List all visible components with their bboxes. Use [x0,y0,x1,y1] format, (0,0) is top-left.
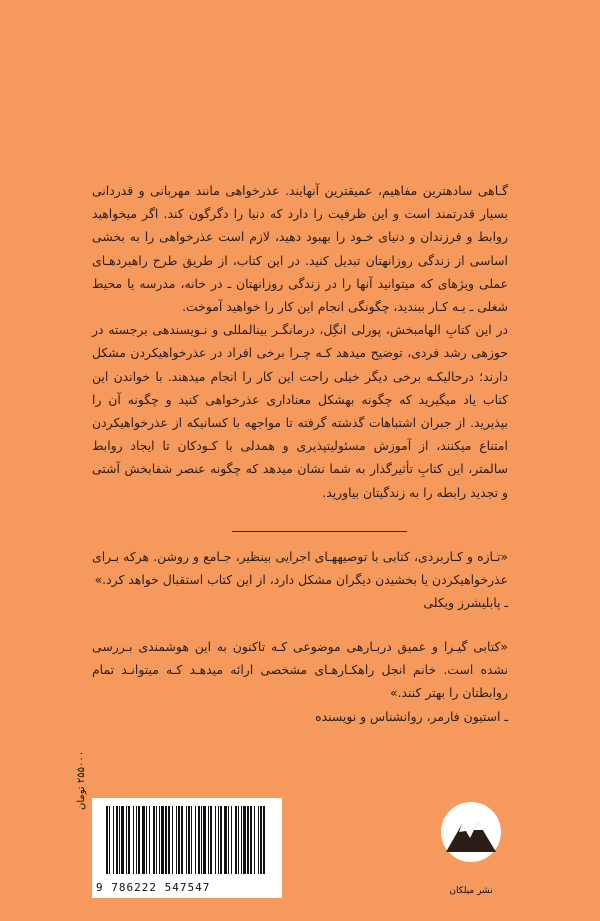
description-text [92,179,508,504]
barcode-bar [188,806,190,874]
barcode-bar [106,806,108,874]
barcode-bar [247,806,249,874]
barcode-bar [126,806,127,874]
review-quote-2 [92,635,508,728]
barcode-bar [258,806,259,874]
barcode-bars [106,806,268,874]
barcode-bar [113,806,114,874]
barcode-bar [161,806,164,874]
quote-text: «تـازه و کـاربردی، کتابی با توصیههـای اجرایی بینظیر، جـامع و روشن. هرکه بـرای عذرخواهیکردن یا بخشیدن دیگران مشکل دارد، از این کتاب استقبال خواهد کرد.» [92,549,508,588]
barcode-bar [260,806,262,874]
barcode-bar [238,806,239,874]
publisher-logo [440,794,502,898]
mountain-logo-icon [440,794,502,880]
barcode-bar [203,806,206,874]
barcode-bar [121,806,124,874]
barcode-bar [215,806,216,874]
barcode-bar [263,806,265,874]
barcode-bar [159,806,160,874]
barcode-bar [146,806,147,874]
barcode-bar [138,806,140,874]
barcode-bar [109,806,110,874]
barcode-bar [250,806,252,874]
barcode-bar [156,806,157,874]
price-label: ۲۵۵۰۰۰ تومان [76,750,87,810]
barcode-bar [165,806,167,874]
barcode-bar [210,806,212,874]
barcode-bar [178,806,180,874]
review-quote-1 [92,545,508,615]
barcode-bar [153,806,155,874]
barcode-bar [128,806,130,874]
barcode-bar [136,806,137,874]
barcode-bar [201,806,202,874]
barcode-bar [142,806,145,874]
barcode-bar [243,806,246,874]
barcode-bar [208,806,209,874]
barcode-digits: 9 786222 547547 [96,881,211,894]
section-divider [232,531,407,532]
barcode-bar [186,806,187,874]
barcode-bar [181,806,183,874]
barcode-bar [119,806,120,874]
description-paragraph-2: در این کتابِ الهامبخش، پورلی انگِل، درمانگـر بینالمللی و نـویسندهی برجسته در حوزهی رشد فردی، توضیح میدهد کـه چـرا برخی افراد در عذرخواهیکردن مشکل دارند؛ درحالیکـه برخی دیگر خیلی راحت این کار را انجام میدهند. با خواندن این کتاب یاد میگیرید که چگونه بهشکل معناداری عذرخواهی کنید و چگونه آن را بپذیرید. از جبران اشتباهات گذشته گرفته تا مواجهه با کسانیکه از عذرخواهیکردن امتناع میکنند، از آموزش مسئولیتپذیری و همدلی با کـودکان تا ایجاد روابط سالمتر، این کتابِ تأثیرگذار به شما نشان میدهد که چگونه عنصر شفابخش آشتی و تجدید رابطه را به زندگیتان بیاورید. [92,322,508,500]
barcode-bar [191,806,192,874]
quote-attribution: ـ استیون فارمر، روانشناس و نویسنده [315,708,508,724]
quote-text: «کتابی گیـرا و عمیق دربـارهی موضوعی کـه تاکنون به این هوشمندی بـررسی نشده است. خانم انجل راهکـارهـای مشخصی ارائه میدهـد کـه میتوانـد تمام روابطتان را بهتر کنند.» [92,639,508,701]
barcode-bar [195,806,196,874]
barcode-bar [218,806,219,874]
description-paragraph-1: گـاهی سادهترین مفاهیم، عمیقترین آنهایند. عذرخواهی مانند مهربانی و قدردانی بسیار قدرتمند است و این ظرفیت را دارد که دنیا را دگرگون کند. اگر میخواهید روابط و فرزندان و دنیای خـود را بهبود دهید، لازم است عذرخواهی را به بخشی اساسی از زندگی روزانهتان تبدیل کنید. در این کتاب، از طریق طرح راهبردهـای عملی ویژهای که میتوانید آنها را در زندگی روزانهتان ـ در خانه، مدرسه یا محیط شغلی ـ بـه کـار ببندید، چگونگی انجام این کار را خواهید آموخت. [92,183,508,315]
barcode-bar [133,806,134,874]
barcode-bar [241,806,242,874]
barcode-bar [198,806,200,874]
isbn-barcode [92,798,282,898]
barcode-section [76,750,502,902]
barcode-bar [235,806,237,874]
barcode-bar [228,806,229,874]
barcode-bar [149,806,150,874]
barcode-bar [176,806,177,874]
barcode-bar [172,806,173,874]
barcode-bar [254,806,255,874]
barcode-bar [231,806,232,874]
barcode-bar [224,806,227,874]
publisher-name: نشر میلکان [449,886,493,896]
barcode-bar [220,806,222,874]
quote-attribution: ـ پابلیشرز ویکلی [423,595,508,611]
barcode-bar [116,806,118,874]
barcode-bar [168,806,170,874]
